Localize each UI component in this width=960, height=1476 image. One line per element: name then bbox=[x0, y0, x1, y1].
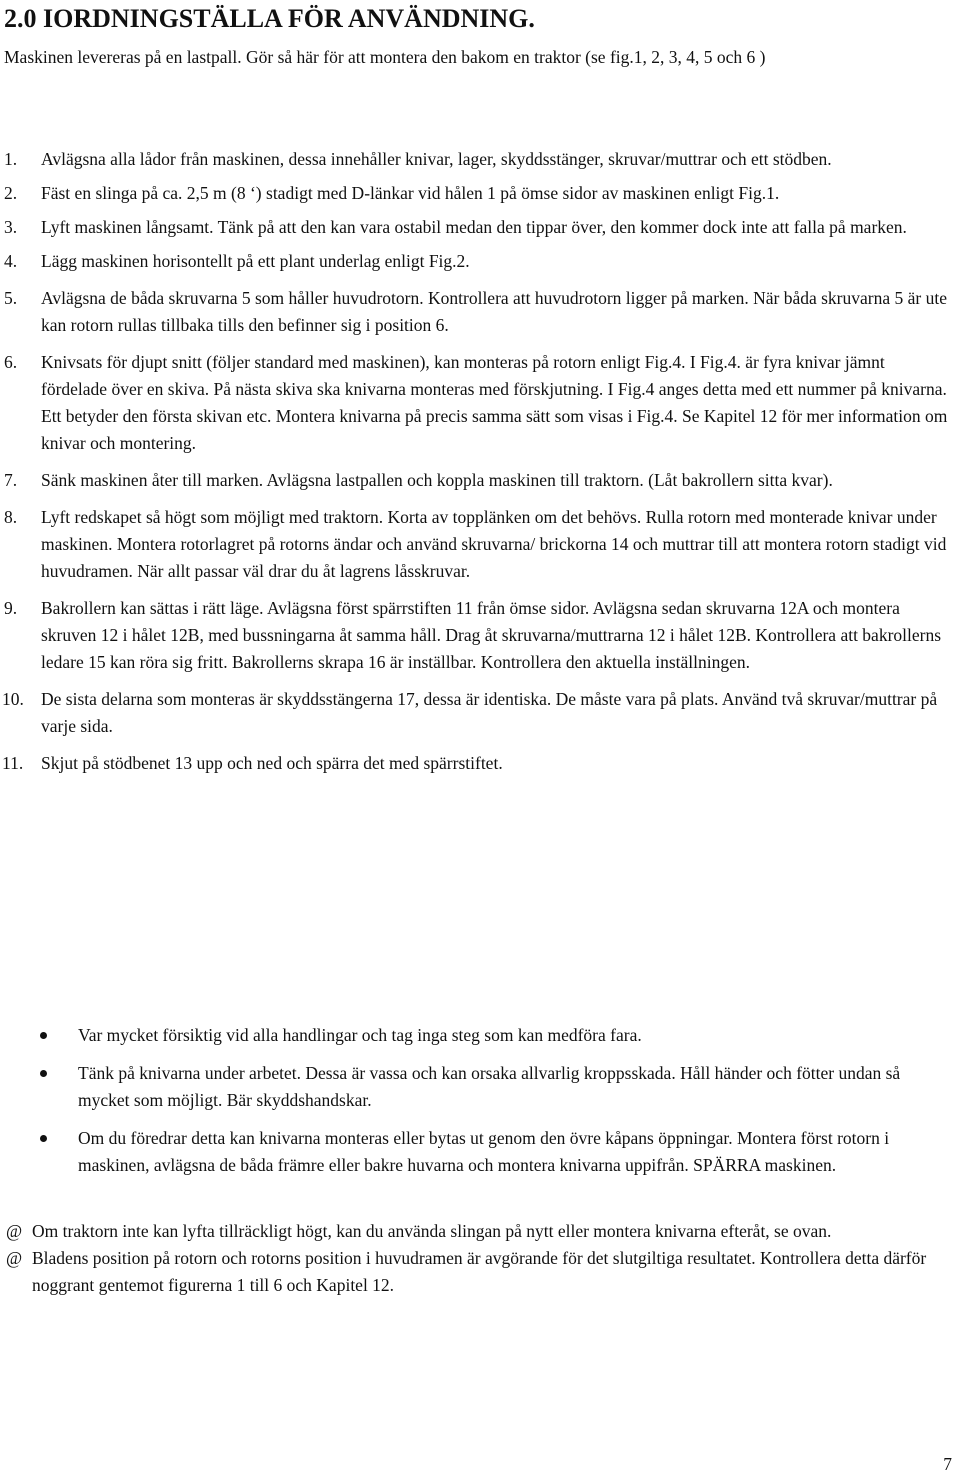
step-text: Sänk maskinen åter till marken. Avlägsna lastpallen och koppla maskinen till traktorn. (Låt bakrollern sitta kvar). bbox=[41, 470, 833, 490]
step-number: 2. bbox=[4, 183, 18, 203]
step-text: Avlägsna de båda skruvarna 5 som håller huvudrotorn. Kontrollera att huvudrotorn ligger på marken. När båda skruvarna 5 är ute kan rotorn rullas tillbaka tills den befinner sig i position 6. bbox=[41, 288, 947, 335]
step-number: 10. bbox=[2, 689, 24, 709]
bullet-item bbox=[38, 1022, 948, 1049]
step-item-11 bbox=[4, 750, 954, 777]
bullet-dot-icon bbox=[40, 1135, 47, 1142]
step-number: 8. bbox=[4, 507, 18, 527]
note-text: Om traktorn inte kan lyfta tillräckligt högt, kan du använda slingan på nytt eller montera knivarna efteråt, se ovan. bbox=[32, 1221, 832, 1241]
step-number: 1. bbox=[4, 149, 18, 169]
note-item bbox=[6, 1218, 946, 1245]
notes-list bbox=[6, 1218, 946, 1299]
step-item-10 bbox=[4, 686, 954, 740]
step-item-4 bbox=[4, 248, 954, 275]
step-item-2 bbox=[4, 180, 954, 207]
step-text: Lägg maskinen horisontellt på ett plant underlag enligt Fig.2. bbox=[41, 251, 470, 271]
step-item-5 bbox=[4, 285, 954, 339]
step-number: 7. bbox=[4, 470, 18, 490]
step-number: 6. bbox=[4, 352, 18, 372]
step-text: De sista delarna som monteras är skyddsstängerna 17, dessa är identiska. De måste vara på plats. Använd två skruvar/muttrar på varje sida. bbox=[41, 689, 938, 736]
note-mark: @ bbox=[6, 1221, 23, 1241]
step-text: Fäst en slinga på ca. 2,5 m (8 ‘) stadigt med D-länkar vid hålen 1 på ömse sidor av maskinen enligt Fig.1. bbox=[41, 183, 780, 203]
note-item bbox=[6, 1245, 946, 1299]
step-number: 4. bbox=[4, 251, 18, 271]
step-item-3 bbox=[4, 214, 954, 241]
bullet-item bbox=[38, 1060, 948, 1114]
step-item-6 bbox=[4, 349, 954, 457]
step-text: Avlägsna alla lådor från maskinen, dessa innehåller knivar, lager, skyddsstänger, skruvar/muttrar och ett stödben. bbox=[41, 149, 832, 169]
bullet-text: Var mycket försiktig vid alla handlingar och tag inga steg som kan medföra fara. bbox=[78, 1025, 642, 1045]
step-number: 3. bbox=[4, 217, 18, 237]
step-item-9 bbox=[4, 595, 954, 676]
bullet-text: Om du föredrar detta kan knivarna monteras eller bytas ut genom den övre kåpans öppningar. Montera först rotorn i maskinen, avlägsna de båda främre eller bakre huvarna och montera knivarna uppifrån. SPÄRRA maskinen. bbox=[78, 1128, 890, 1175]
bullet-dot-icon bbox=[40, 1032, 47, 1039]
step-number: 5. bbox=[4, 288, 18, 308]
step-text: Knivsats för djupt snitt (följer standard med maskinen), kan monteras på rotorn enligt Fig.4. I Fig.4. är fyra knivar jämnt fördelade över en skiva. På nästa skiva ska knivarna monteras med förskjutning. I Fig.4 anges detta med ett nummer på knivarna. Ett betyder den första skivan etc. Montera knivarna på precis samma sätt som visas i Fig.4. Se Kapitel 12 för mer information om knivar och montering. bbox=[41, 352, 948, 453]
bullet-item bbox=[38, 1125, 948, 1179]
bullet-dot-icon bbox=[40, 1070, 47, 1077]
step-item-1 bbox=[4, 146, 954, 173]
intro-paragraph: Maskinen levereras på en lastpall. Gör så här för att montera den bakom en traktor (se fig.1, 2, 3, 4, 5 och 6 ) bbox=[4, 47, 766, 67]
step-text: Lyft maskinen långsamt. Tänk på att den kan vara ostabil medan den tippar över, den kommer dock inte att falla på marken. bbox=[41, 217, 907, 237]
assembly-steps-list bbox=[4, 146, 954, 787]
page-number: 7 bbox=[943, 1454, 952, 1474]
note-text: Bladens position på rotorn och rotorns position i huvudramen är avgörande för det slutgiltiga resultatet. Kontrollera detta därför noggrant gentemot figurerna 1 till 6 och Kapitel 12. bbox=[32, 1248, 927, 1295]
step-item-8 bbox=[4, 504, 954, 585]
section-heading: 2.0 IORDNINGSTÄLLA FÖR ANVÄNDNING. bbox=[4, 4, 535, 33]
step-text: Lyft redskapet så högt som möjligt med traktorn. Korta av topplänken om det behövs. Rulla rotorn med monterade knivar under maskinen. Montera rotorlagret på rotorns ändar och använd skruvarna/ brickorna 14 och muttrar till att montera rotorn stadigt vid huvudramen. När allt passar väl drar du åt lagrens låsskruvar. bbox=[41, 507, 947, 581]
step-text: Bakrollern kan sättas i rätt läge. Avlägsna först spärrstiften 11 från ömse sidor. Avlägsna sedan skruvarna 12A och montera skruven 12 i hålet 12B, med bussningarna åt samma håll. Drag åt skruvarna/muttrarna 12 i hålet 12B. Kontrollera att bakrollerns ledare 15 kan röra sig fritt. Bakrollerns skrapa 16 är inställbar. Kontrollera den aktuella inställningen. bbox=[41, 598, 942, 672]
step-item-7 bbox=[4, 467, 954, 494]
step-number: 11. bbox=[2, 753, 24, 773]
step-number: 9. bbox=[4, 598, 18, 618]
safety-bullet-list bbox=[38, 1022, 948, 1190]
note-mark: @ bbox=[6, 1248, 23, 1268]
step-text: Skjut på stödbenet 13 upp och ned och spärra det med spärrstiftet. bbox=[41, 753, 503, 773]
bullet-text: Tänk på knivarna under arbetet. Dessa är vassa och kan orsaka allvarlig kroppsskada. Håll händer och fötter undan så mycket som möjligt. Bär skyddshandskar. bbox=[78, 1063, 901, 1110]
